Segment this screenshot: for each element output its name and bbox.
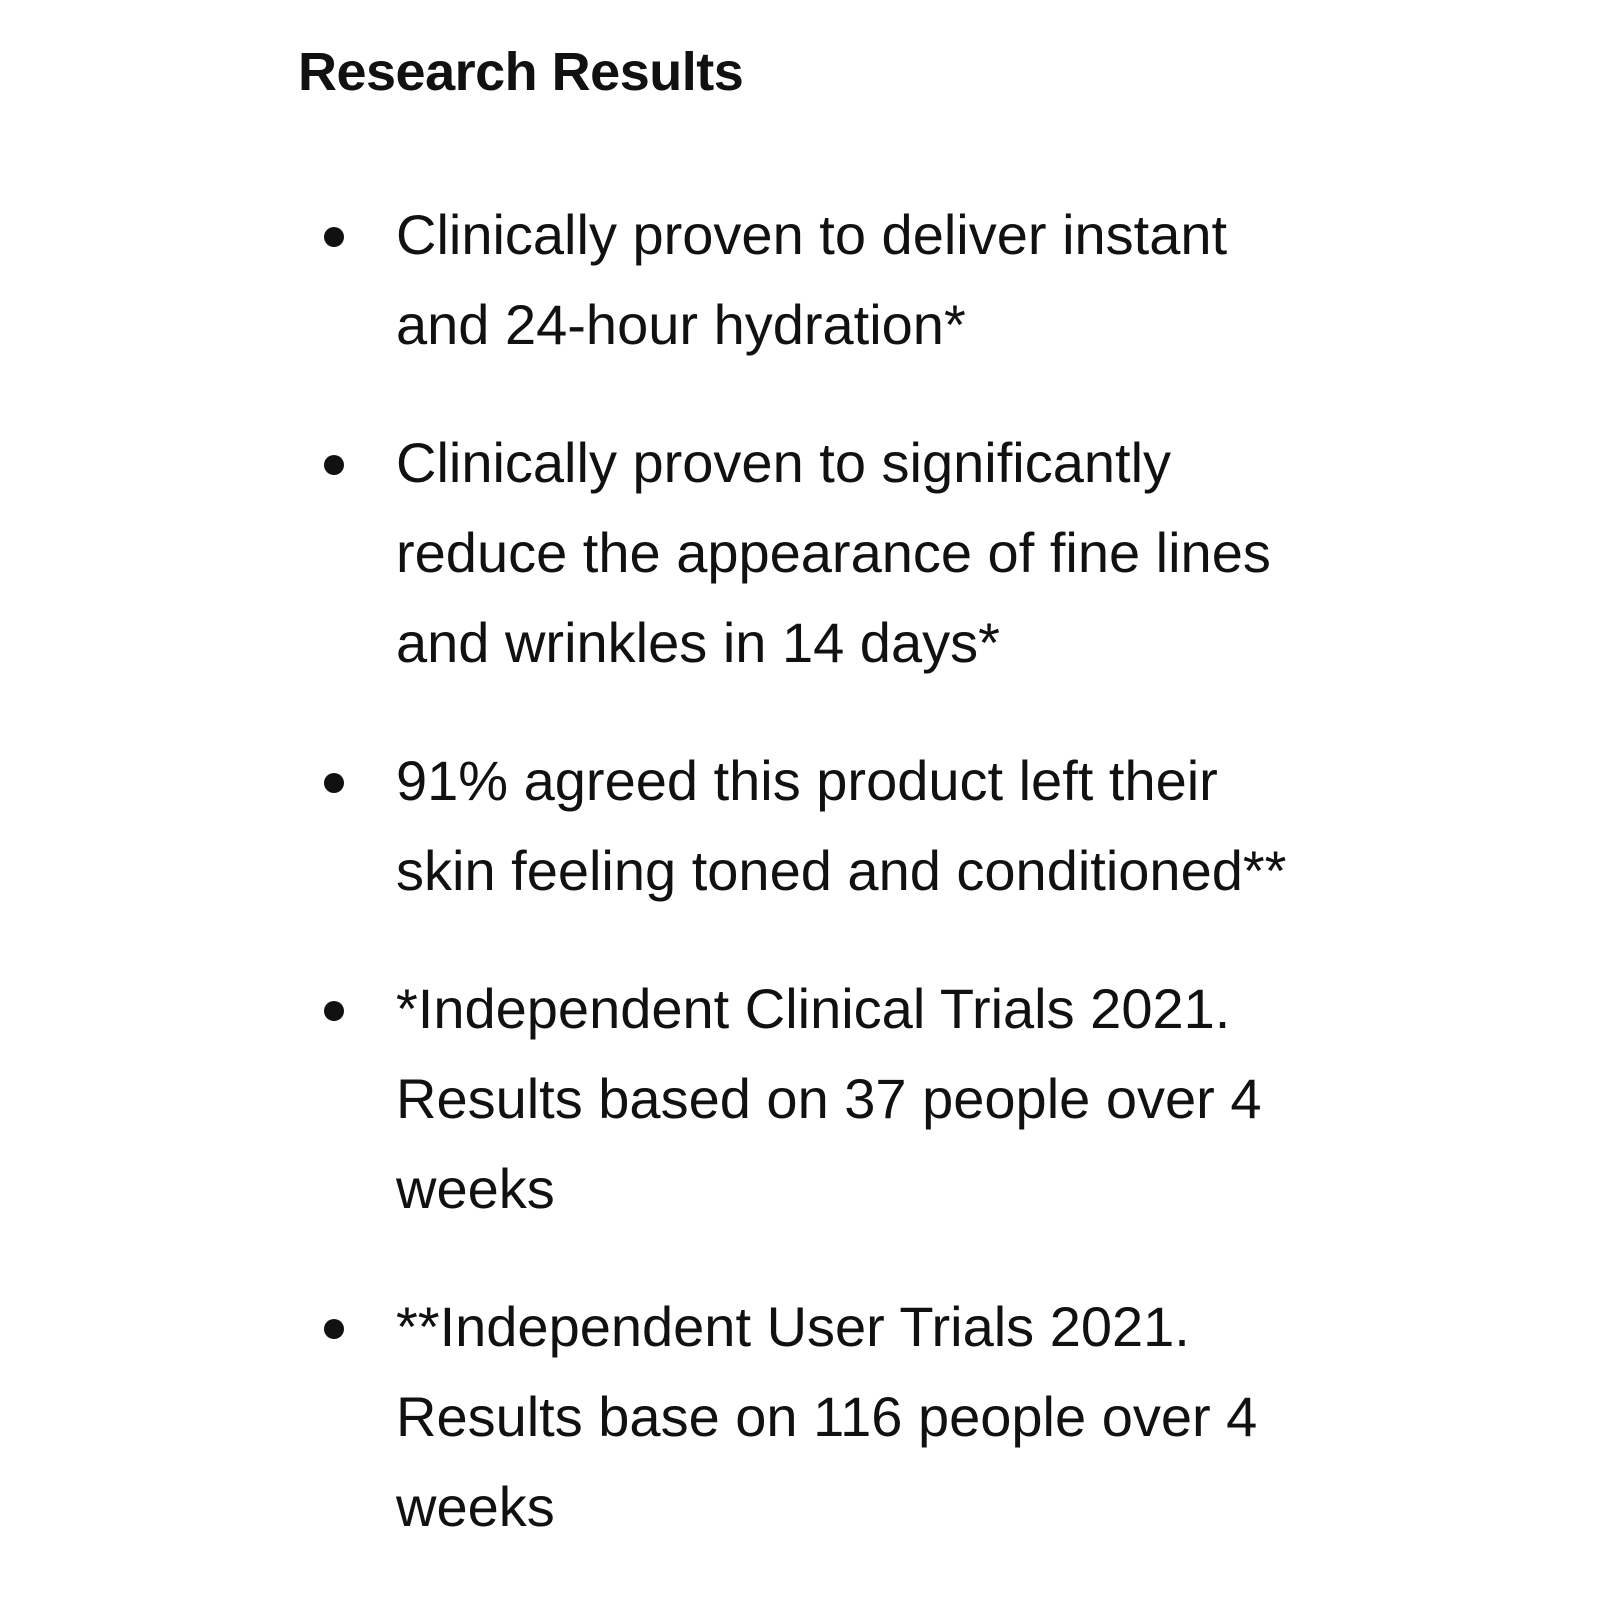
list-item [298, 190, 1358, 370]
list-item-text: Clinically proven to significantly reduce the appearance of fine lines and wrinkles in 14 days* [396, 431, 1271, 674]
bullet-icon [324, 1001, 344, 1021]
research-results-section [298, 40, 1358, 1538]
list-item [298, 418, 1358, 688]
list-item [298, 736, 1358, 916]
bullet-icon [324, 227, 344, 247]
list-item [298, 964, 1358, 1234]
list-item-text: **Independent User Trials 2021. Results base on 116 people over 4 weeks [396, 1295, 1258, 1538]
list-item-text: Clinically proven to deliver instant and 24-hour hydration* [396, 203, 1228, 356]
bullet-icon [324, 773, 344, 793]
list-item-text: *Independent Clinical Trials 2021. Results based on 37 people over 4 weeks [396, 977, 1262, 1220]
list-item-text: 91% agreed this product left their skin feeling toned and conditioned** [396, 749, 1287, 902]
bullet-icon [324, 455, 344, 475]
section-title: Research Results [298, 42, 744, 102]
list-item [298, 1282, 1358, 1552]
results-list [298, 190, 1358, 1600]
bullet-icon [324, 1319, 344, 1339]
